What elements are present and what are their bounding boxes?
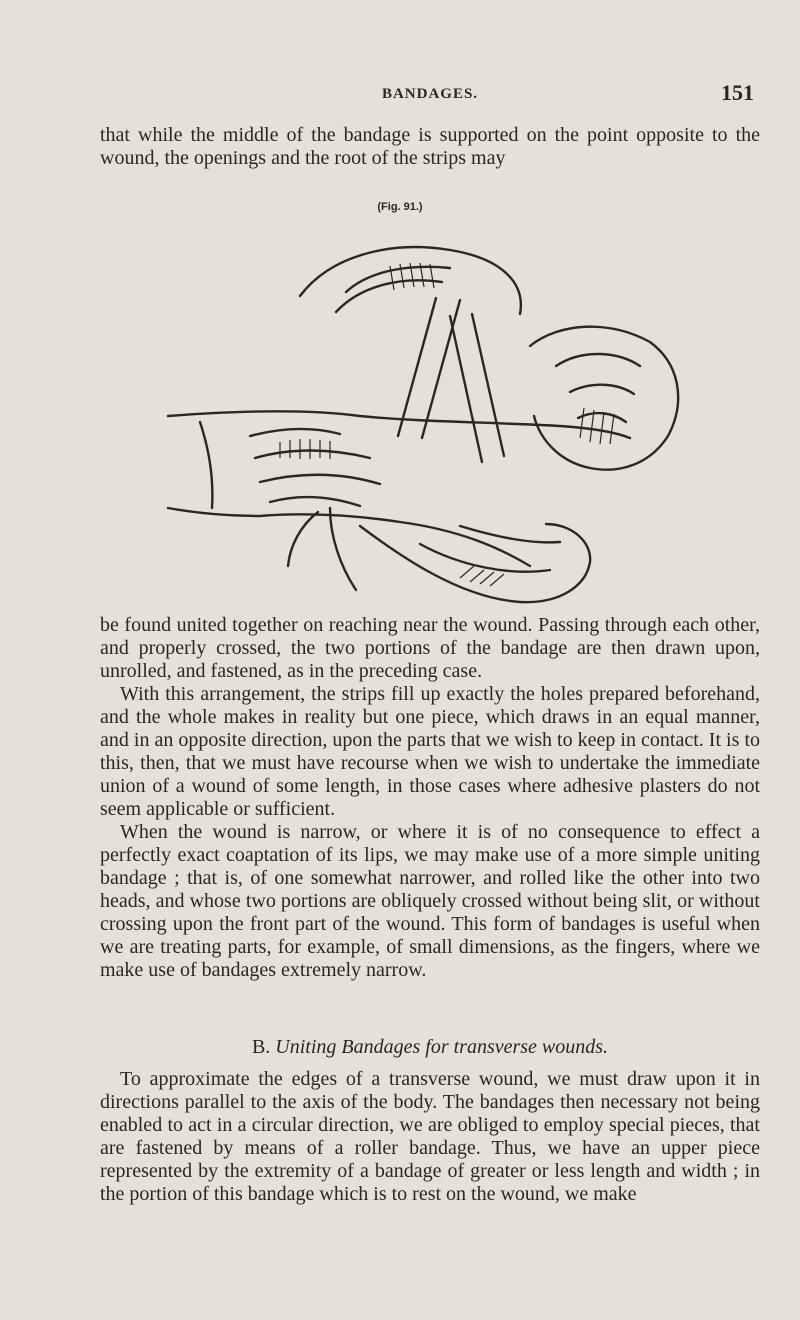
- running-head: BANDAGES.: [381, 86, 479, 102]
- section-heading: [100, 1036, 760, 1059]
- paragraph-top: that while the middle of the bandage is supported on the point opposite to the wound, the openings and the root of the strips may: [100, 124, 760, 169]
- figure-caption: (Fig. 91.): [377, 201, 423, 213]
- text-block-top: [100, 124, 760, 170]
- paragraph: be found united together on reaching near the wound. Passing through each other, and properly crossed, the two portions of the bandage are then drawn upon, unrolled, and fastened, as in the preceding case.: [100, 614, 760, 682]
- page-number: 151: [721, 80, 754, 105]
- text-block-bottom: [100, 1068, 760, 1206]
- bandaged-arm-hands-illustration-icon: [160, 226, 690, 606]
- text-block-middle: [100, 614, 760, 982]
- page-header: [100, 80, 760, 110]
- paragraph: To approximate the edges of a transverse wound, we must draw upon it in directions parallel to the axis of the body. The bandages then necessary not being enabled to act in a circular direction, we are obliged to employ special pieces, that are fastened by means of a roller bandage. Thus, we have an upper piece represented by the extremity of a bandage of greater or less length and width ; in the portion of this bandage which is to rest on the wound, we make: [100, 1068, 760, 1205]
- paragraph: With this arrangement, the strips fill up exactly the holes prepared beforehand, and the whole makes in reality but one piece, which draws in an equal manner, and in an opposite direction, upon the parts that we wish to keep in contact. It is to this, then, that we must have recourse when we wish to undertake the immediate union of a wound of some length, in those cases where adhesive plasters do not seem applicable or sufficient.: [100, 683, 760, 820]
- section-letter: B.: [251, 1036, 271, 1058]
- paragraph: When the wound is narrow, or where it is of no consequence to effect a perfectly exact coaptation of its lips, we may make use of a more simple uniting bandage ; that is, of one somewhat narrower, and rolled like the other into two heads, and whose two portions are obliquely crossed without being slit, or without crossing upon the front part of the wound. This form of bandages is useful when we are treating parts, for example, of small dimensions, as the fingers, where we make use of bandages extremely narrow.: [100, 821, 760, 981]
- section-title: Uniting Bandages for transverse wounds.: [275, 1036, 609, 1058]
